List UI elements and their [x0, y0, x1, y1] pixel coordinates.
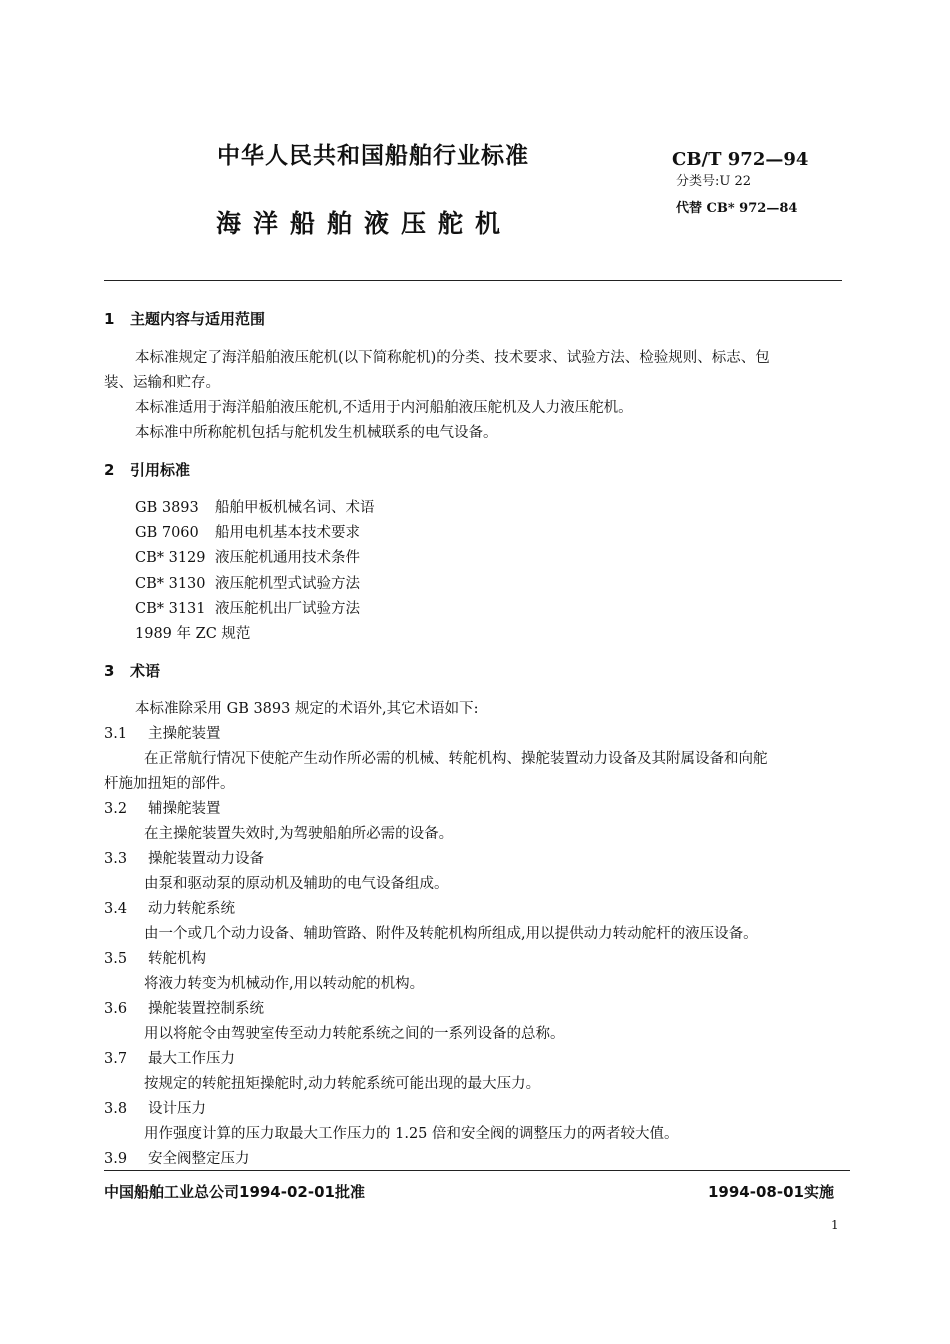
reference-title: 船用电机基本技术要求	[215, 525, 360, 541]
term-heading	[104, 847, 264, 868]
term-heading	[104, 797, 221, 818]
term-name: 安全阀整定压力	[148, 1151, 250, 1167]
footer-divider	[104, 1170, 850, 1171]
reference-code: CB* 3129	[135, 550, 206, 566]
term-heading	[104, 947, 206, 968]
term-definition: 将液力转变为机械动作,用以转动舵的机构。	[144, 976, 425, 992]
term-name: 操舵装置控制系统	[148, 1001, 264, 1017]
term-heading	[104, 1097, 206, 1118]
section-title: 主题内容与适用范围	[130, 310, 266, 328]
reference-code: CB* 3130	[135, 576, 206, 592]
implementation-date: 1994-08-01实施	[708, 1183, 834, 1201]
term-name: 转舵机构	[148, 951, 206, 967]
reference-item	[135, 546, 360, 567]
reference-item-zc: 1989 年 ZC 规范	[135, 626, 251, 642]
reference-item	[135, 597, 360, 618]
term-name: 操舵装置动力设备	[148, 851, 264, 867]
term-number: 3.2	[104, 801, 128, 817]
reference-title: 液压舵机型式试验方法	[215, 576, 360, 592]
term-number: 3.5	[104, 951, 128, 967]
term-number: 3.6	[104, 1001, 128, 1017]
term-number: 3.7	[104, 1051, 128, 1067]
term-name: 辅操舵装置	[148, 801, 221, 817]
term-heading	[104, 1047, 235, 1068]
replaces-standard: 代替 CB* 972—84	[676, 201, 798, 216]
term-definition: 用作强度计算的压力取最大工作压力的 1.25 倍和安全阀的调整压力的两者较大值。	[144, 1126, 679, 1142]
term-definition-continuation: 杆施加扭矩的部件。	[104, 776, 235, 792]
reference-title: 液压舵机出厂试验方法	[215, 601, 360, 617]
term-heading	[104, 897, 235, 918]
term-name: 设计压力	[148, 1101, 206, 1117]
reference-item	[135, 572, 360, 593]
section-title: 引用标准	[130, 461, 191, 479]
section-number: 2	[104, 461, 115, 479]
section-3-heading	[104, 660, 160, 681]
term-number: 3.1	[104, 726, 128, 742]
term-definition: 在正常航行情况下使舵产生动作所必需的机械、转舵机构、操舵装置动力设备及其附属设备和向舵	[144, 751, 768, 767]
paragraph: 本标准适用于海洋船舶液压舵机,不适用于内河船舶液压舵机及人力液压舵机。	[135, 400, 633, 416]
section-1-heading	[104, 308, 265, 329]
term-heading	[104, 722, 221, 743]
term-name: 主操舵装置	[148, 726, 221, 742]
reference-title: 液压舵机通用技术条件	[215, 550, 360, 566]
term-definition: 由泵和驱动泵的原动机及辅助的电气设备组成。	[144, 876, 449, 892]
header-divider	[104, 280, 842, 281]
term-definition: 由一个或几个动力设备、辅助管路、附件及转舵机构所组成,用以提供动力转动舵杆的液压设备。	[144, 926, 758, 942]
document-title: 海洋船舶液压舵机	[216, 209, 513, 238]
term-heading	[104, 997, 264, 1018]
reference-item	[135, 521, 360, 542]
term-number: 3.3	[104, 851, 128, 867]
paragraph-continuation: 装、运输和贮存。	[104, 375, 220, 391]
section-2-heading	[104, 459, 190, 480]
term-number: 3.4	[104, 901, 128, 917]
section-number: 1	[104, 310, 115, 328]
section-number: 3	[104, 662, 115, 680]
section-title: 术语	[130, 662, 161, 680]
classification-number: 分类号:U 22	[676, 174, 752, 189]
term-number: 3.8	[104, 1101, 128, 1117]
term-name: 最大工作压力	[148, 1051, 235, 1067]
term-heading	[104, 1147, 250, 1168]
page-number: 1	[831, 1218, 839, 1232]
reference-title: 船舶甲板机械名词、术语	[215, 500, 375, 516]
term-definition: 在主操舵装置失效时,为驾驶船舶所必需的设备。	[144, 826, 454, 842]
reference-code: GB 7060	[135, 525, 199, 541]
standard-code: CB/T 972—94	[672, 149, 809, 170]
paragraph: 本标准除采用 GB 3893 规定的术语外,其它术语如下:	[135, 701, 479, 717]
term-definition: 用以将舵令由驾驶室传至动力转舵系统之间的一系列设备的总称。	[144, 1026, 565, 1042]
standard-type-heading: 中华人民共和国船舶行业标准	[217, 143, 529, 169]
reference-code: CB* 3131	[135, 601, 206, 617]
approval-line: 中国船舶工业总公司1994-02-01批准	[104, 1183, 365, 1201]
reference-item	[135, 496, 375, 517]
paragraph: 本标准中所称舵机包括与舵机发生机械联系的电气设备。	[135, 425, 498, 441]
term-definition: 按规定的转舵扭矩操舵时,动力转舵系统可能出现的最大压力。	[144, 1076, 541, 1092]
term-number: 3.9	[104, 1151, 128, 1167]
term-name: 动力转舵系统	[148, 901, 235, 917]
paragraph: 本标准规定了海洋船舶液压舵机(以下简称舵机)的分类、技术要求、试验方法、检验规则、标志、包	[135, 350, 770, 366]
reference-code: GB 3893	[135, 500, 199, 516]
